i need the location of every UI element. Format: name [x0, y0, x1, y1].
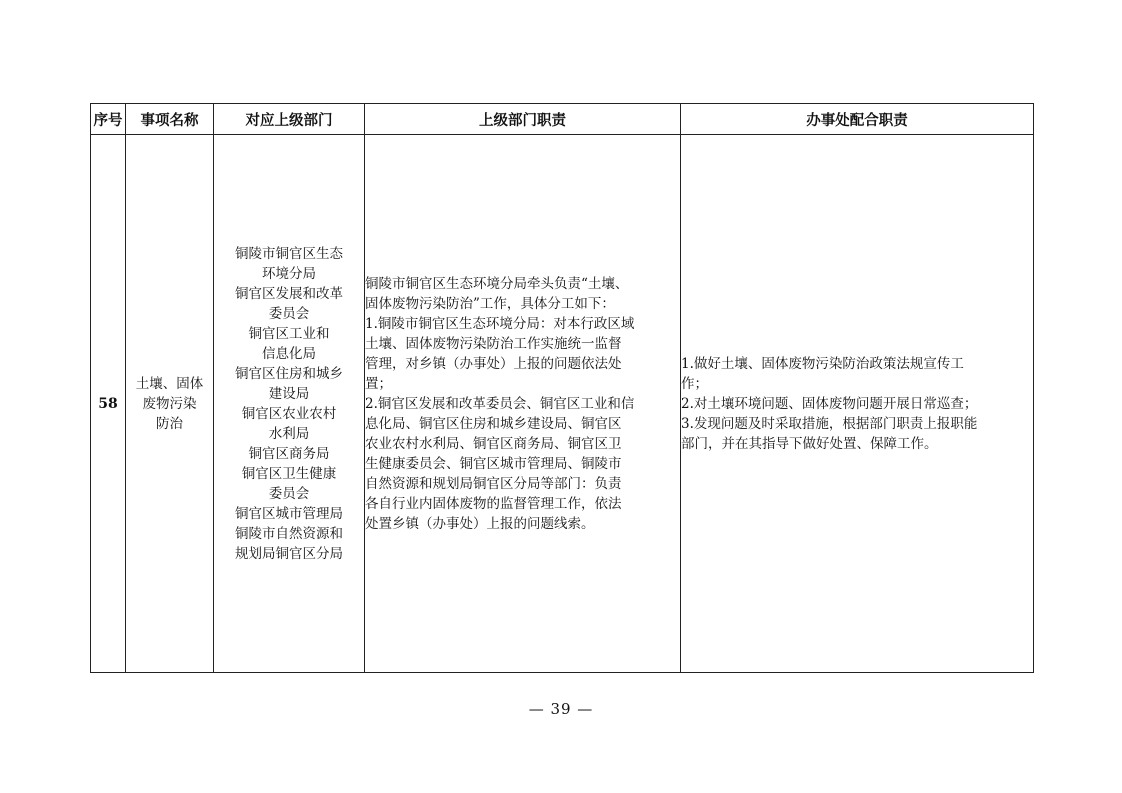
page-number: — 39 —	[528, 700, 594, 718]
coop-line: 2.对土壤环境问题、固体废物问题开展日常巡查；	[681, 395, 978, 412]
dept-line: 规划局铜官区分局	[235, 545, 343, 562]
dept-line: 建设局	[268, 385, 310, 402]
coop-line: 作；	[681, 375, 708, 392]
row-number: 58	[91, 135, 126, 673]
item-name-line: 土壤、固体	[135, 375, 204, 392]
item-name-line: 防治	[156, 415, 183, 432]
dept-line: 铜官区卫生健康	[241, 465, 337, 482]
header-superior-dept: 对应上级部门	[214, 104, 365, 135]
item-name-line: 废物污染	[142, 395, 197, 412]
duty-line: 置；	[365, 375, 392, 392]
duty-line: 铜陵市铜官区生态环境分局牵头负责“土壤、	[365, 275, 629, 292]
duty-line: 1.铜陵市铜官区生态环境分局：对本行政区域	[365, 315, 635, 332]
duty-line: 农业农村水利局、铜官区商务局、铜官区卫	[365, 435, 622, 452]
dept-line: 环境分局	[262, 265, 316, 282]
coop-line: 3.发现问题及时采取措施，根据部门职责上报职能	[681, 415, 978, 432]
dept-line: 铜官区城市管理局	[235, 505, 343, 522]
responsibility-table	[90, 103, 1034, 673]
dept-line: 信息化局	[262, 345, 316, 362]
table-row	[91, 135, 1034, 673]
duty-line: 管理，对乡镇（办事处）上报的问题依法处	[365, 355, 622, 372]
dept-line: 委员会	[268, 305, 310, 322]
dept-line: 铜陵市自然资源和	[235, 525, 343, 542]
dept-line: 铜陵市铜官区生态	[235, 245, 343, 262]
dept-line: 铜官区商务局	[248, 445, 330, 462]
dept-line: 委员会	[268, 485, 310, 502]
table-header-row	[91, 104, 1034, 135]
duty-line: 各自行业内固体废物的监督管理工作，依法	[365, 495, 622, 512]
duty-line: 自然资源和规划局铜官区分局等部门：负责	[365, 475, 622, 492]
dept-line: 水利局	[268, 425, 310, 442]
dept-line: 铜官区住房和城乡	[235, 365, 343, 382]
row-item-name	[126, 135, 214, 673]
coop-line: 部门，并在其指导下做好处置、保障工作。	[681, 435, 938, 452]
header-office-coop-duty: 办事处配合职责	[681, 104, 1034, 135]
header-number: 序号	[91, 104, 126, 135]
row-office-coop-duty	[681, 135, 1034, 673]
row-superior-duty	[365, 135, 681, 673]
duty-line: 生健康委员会、铜官区城市管理局、铜陵市	[365, 455, 622, 472]
coop-line: 1.做好土壤、固体废物污染防治政策法规宣传工	[681, 355, 964, 372]
dept-line: 铜官区工业和	[248, 325, 330, 342]
duty-line: 土壤、固体废物污染防治工作实施统一监督	[365, 335, 622, 352]
row-superior-dept	[214, 135, 365, 673]
dept-line: 铜官区发展和改革	[235, 285, 343, 302]
header-superior-duty: 上级部门职责	[365, 104, 681, 135]
duty-line: 处置乡镇（办事处）上报的问题线索。	[365, 515, 595, 532]
header-item-name: 事项名称	[126, 104, 214, 135]
duty-line: 2.铜官区发展和改革委员会、铜官区工业和信	[365, 395, 635, 412]
duty-line: 固体废物污染防治”工作，具体分工如下：	[365, 295, 615, 312]
duty-line: 息化局、铜官区住房和城乡建设局、铜官区	[365, 415, 622, 432]
dept-line: 铜官区农业农村	[241, 405, 337, 422]
